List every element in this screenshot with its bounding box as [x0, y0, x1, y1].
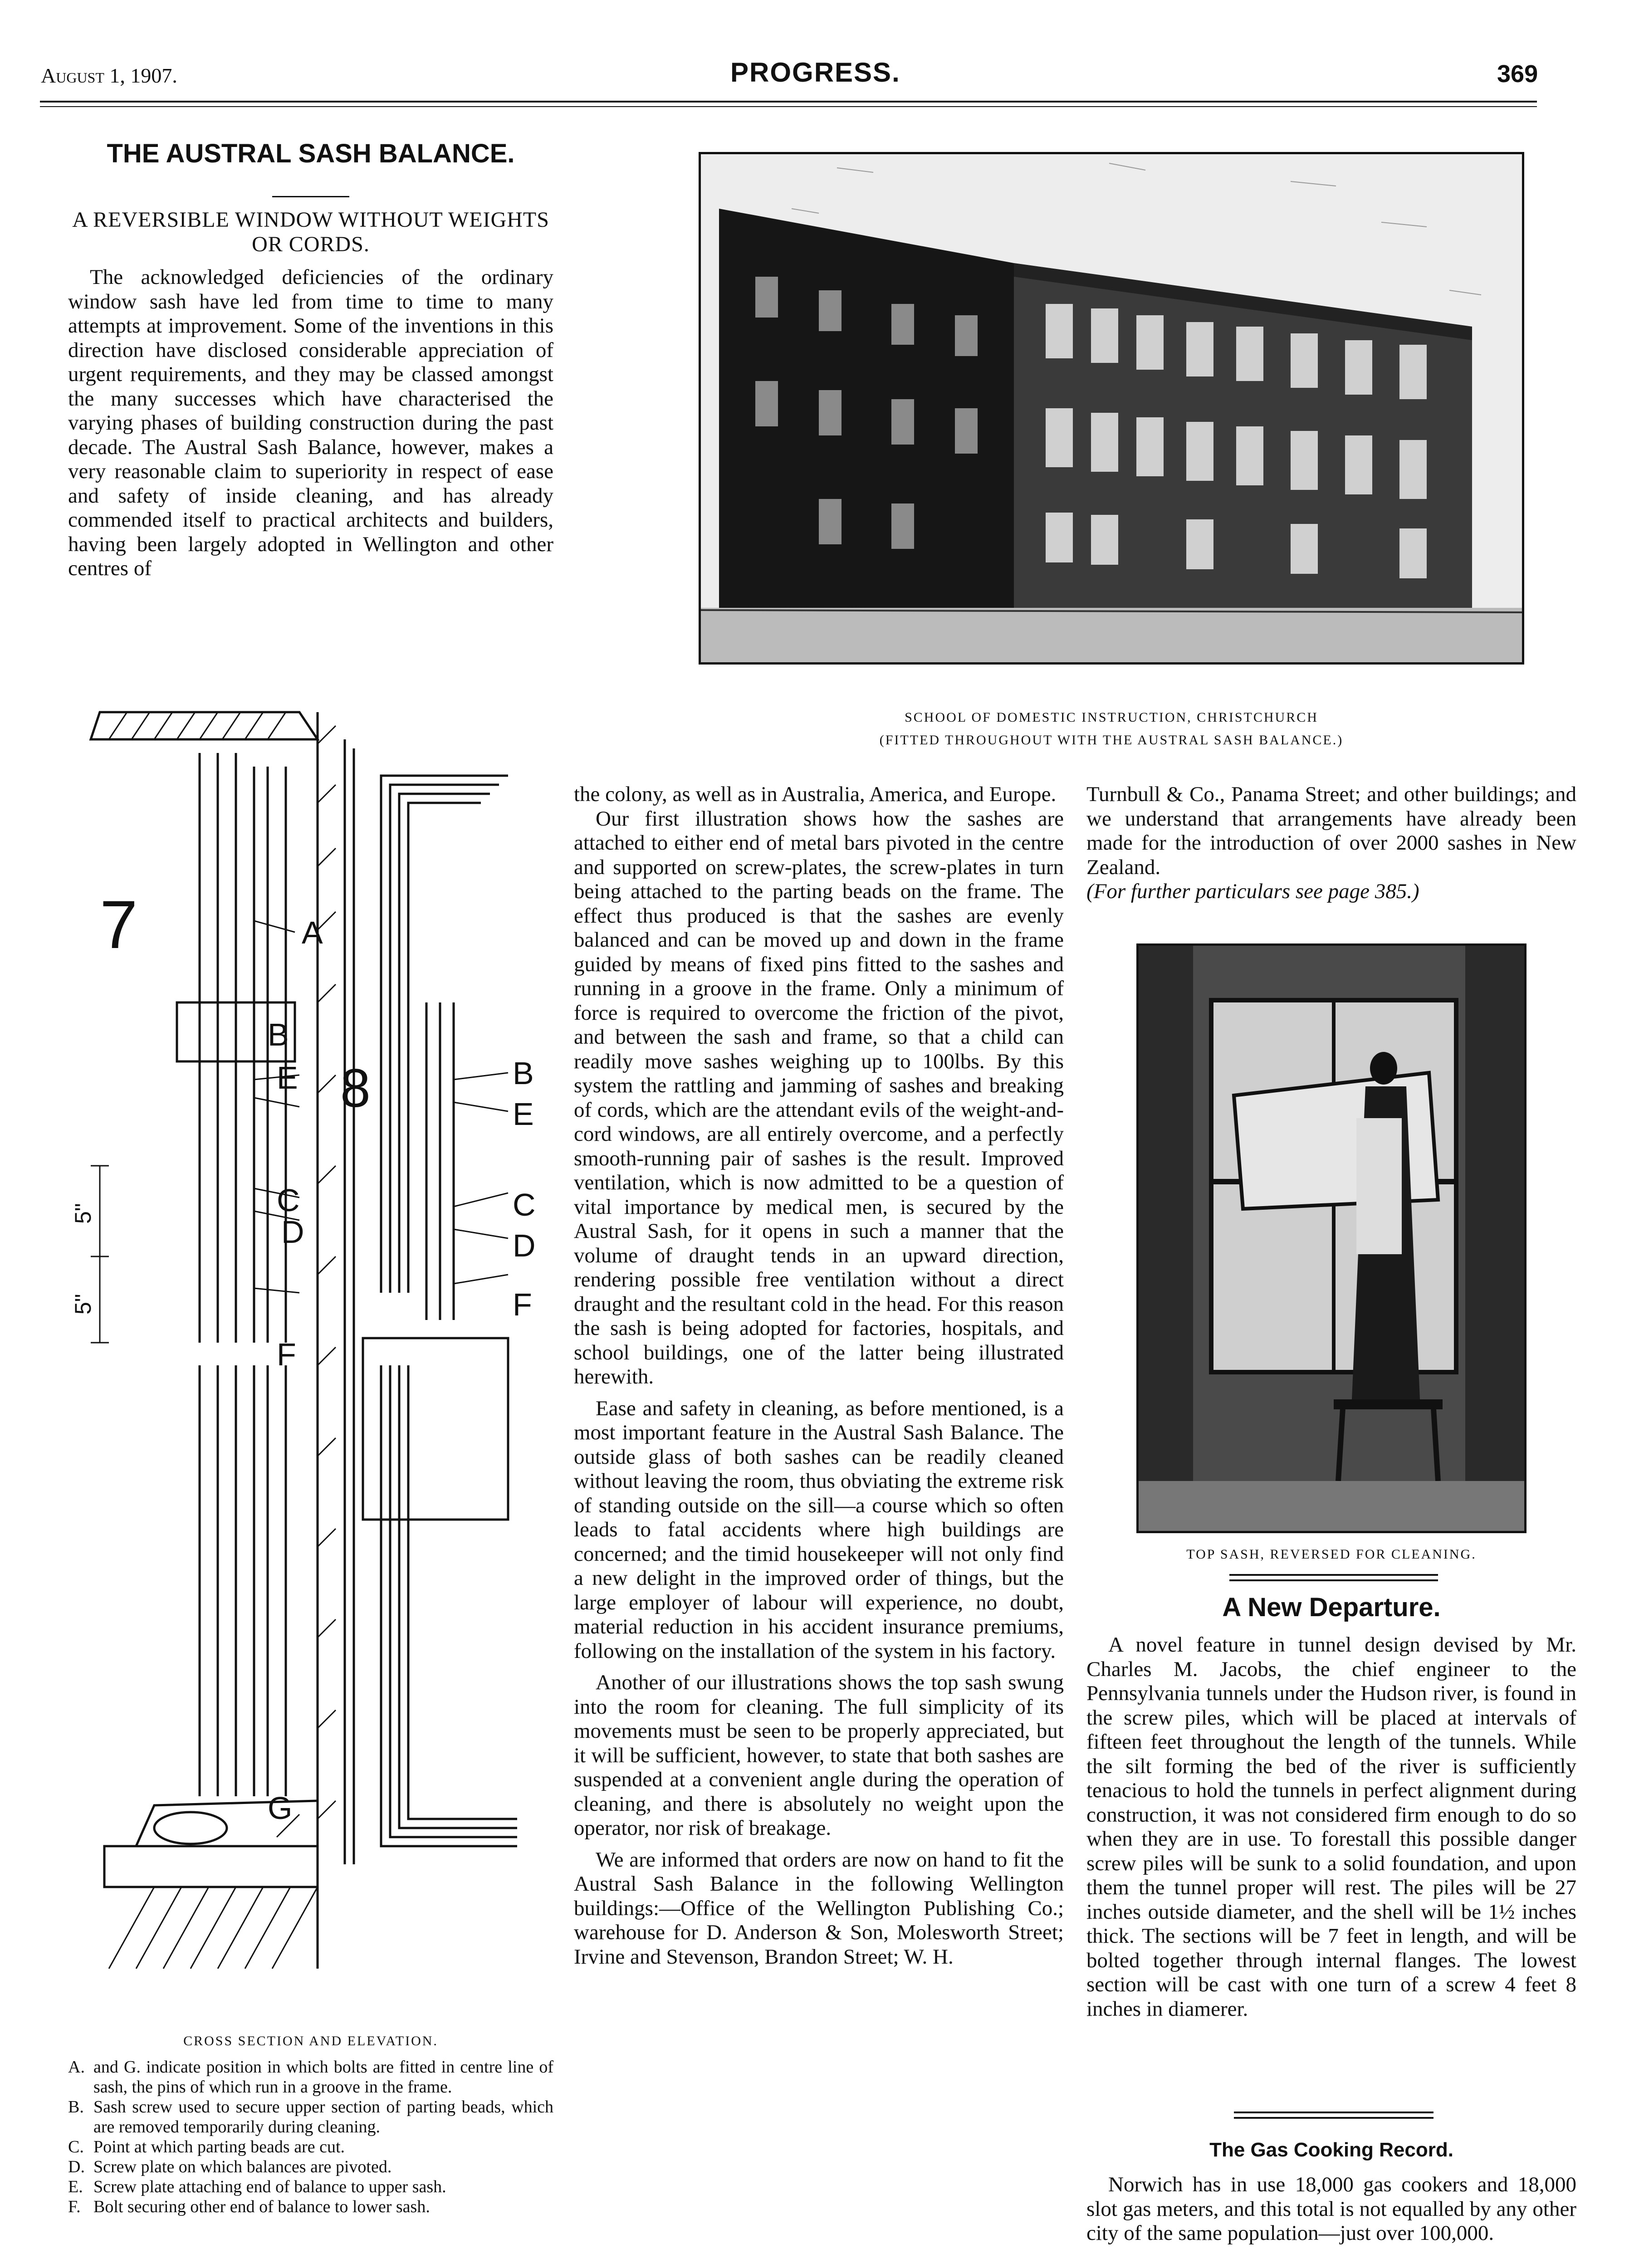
article-paragraph-5-continued: Turnbull & Co., Panama Street; and other buildings; and we understand that arrangements have already been made for the introduction of over 2000 sashes in New Zealand. — [1086, 782, 1576, 879]
article-paragraph-1-continued: the colony, as well as in Australia, America, and Europe. — [574, 782, 1057, 806]
window-cleaning-photo — [1136, 943, 1526, 1533]
gas-cooking-body: Norwich has in use 18,000 gas cookers and 18,000 slot gas meters, and this total is not equalled by any other city of the same population—just over 100,000. — [1086, 2173, 1576, 2245]
legend-item-a: A. and G. indicate position in which bolts are fitted in centre line of sash, the pins of which run in a groove in the frame. — [68, 2058, 553, 2097]
label-G: G — [268, 1790, 293, 1826]
article-paragraph-3: Ease and safety in cleaning, as before mentioned, is a most important feature in the Austral Sash Balance. The outside glass of both sashes can be readily cleaned without leaving the room, thus obviating the extreme risk of standing outside on the sill—a course which so often leads to fatal accidents where high buildings are concerned; and the timid housekeeper will not only find a new delight in the improved order of things, but the large employer of labour will experience, no doubt, material reduction in his accident insurance premiums, following on the installation of the system in his factory. — [574, 1396, 1064, 1663]
window-photo-caption: TOP SASH, REVERSED FOR CLEANING. — [1186, 1547, 1477, 1562]
legend-item-c: C. Point at which parting beads are cut. — [68, 2137, 345, 2156]
article-paragraph-2: Our first illustration shows how the sashes are attached to either end of metal bars pivoted in the centre and supported on screw-plates, the screw-plates in turn being attached to the parting beads on the frame. The effect thus produced is that the sashes are evenly balanced and can be moved up and down in the frame guided by means of fixed pins fitted to the sashes and running in a groove in the frame. Only a minimum of force is required to overcome the friction of the pivot, and between the sash and frame, so that a child can readily move sashes weighing up to 100lbs. By this system the rattling and jamming of sashes and breaking of cords, which are the attendant evils of the weight-and-cord windows, are all entirely overcome, and a perfectly smooth-running pair of sashes is the result. Improved ventilation, which is now admitted to be a question of vital importance by medical men, is secured by the Austral Sash, for it opens in such a manner that the volume of draught tends in an upward direction, rendering possible free ventilation without a direct draught and the resultant cold in the head. For this reason the sash is being adopted for factories, hospitals, and school buildings, one of the latter being illustrated herewith. — [574, 807, 1064, 1388]
sash-diagram — [64, 685, 567, 2023]
article-paragraph-1: The acknowledged deficiencies of the ordinary window sash have led from time to time to many attempts at improvement. Some of the inventions in this direction have disclosed considerable appreciation of urgent requirements, and they may be classed amongst the many successes which have characterised the varying phases of building construction during the past decade. The Austral Sash Balance, however, makes a very reasonable claim to superiority in respect of ease and safety of inside cleaning, and has already commended itself to practical architects and builders, having been largely adopted in Wellington and other centres of — [68, 265, 553, 580]
section-rule-1 — [1229, 1574, 1438, 1576]
header-rule-thin — [40, 106, 1537, 107]
label-B: B — [268, 1017, 289, 1052]
article-paragraph-4: Another of our illustrations shows the top sash swung into the room for cleaning. The full simplicity of its movements must be seen to be properly appreciated, but it will be sufficient, however, to state that both sashes are suspended at a convenient angle during the operation of cleaning, and there is absolutely no weight upon the operator, nor risk of breakage. — [574, 1671, 1064, 1840]
new-departure-body-column — [1086, 1633, 1576, 2021]
label-F-fig8: F — [513, 1287, 532, 1322]
window-cleaning-image — [1139, 946, 1524, 1531]
label-D: D — [281, 1214, 304, 1250]
label-C-fig8: C — [513, 1187, 536, 1222]
sash-cross-section-drawing — [64, 685, 567, 2023]
school-photo-caption-line1: SCHOOL OF DOMESTIC INSTRUCTION, CHRISTCHURCH — [905, 710, 1318, 725]
article-right-column-top — [1086, 782, 1576, 904]
legend-item-d: D. Screw plate on which balances are pivoted. — [68, 2157, 392, 2176]
diagram-caption: CROSS SECTION AND ELEVATION. — [183, 2033, 438, 2048]
label-B-fig8: B — [513, 1056, 534, 1091]
section-rule-2 — [1229, 1579, 1438, 1581]
further-particulars-note: (For further particulars see page 385.) — [1086, 880, 1419, 903]
title-rule — [272, 196, 349, 197]
diagram-legend — [68, 2057, 553, 2217]
header-page-number: 369 — [1497, 60, 1538, 88]
article-title: THE AUSTRAL SASH BALANCE. — [107, 139, 515, 168]
school-building-image — [701, 154, 1522, 662]
header-title: PROGRESS. — [730, 57, 900, 88]
header-rule — [40, 101, 1537, 103]
label-D-fig8: D — [513, 1228, 536, 1263]
legend-item-b: B. Sash screw used to secure upper section of parting beads, which are removed temporarily during cleaning. — [68, 2097, 553, 2136]
dimension-upper: 5" — [70, 1203, 96, 1224]
fig8-number: 8 — [340, 1058, 371, 1119]
school-building-photo — [699, 152, 1524, 665]
gas-cooking-body-column — [1086, 2173, 1576, 2246]
article-subtitle: A REVERSIBLE WINDOW WITHOUT WEIGHTS OR CORDS. — [72, 208, 549, 256]
new-departure-body: A novel feature in tunnel design devised by Mr. Charles M. Jacobs, the chief engineer to the Pennsylvania tunnels under the Hudson river, is found in the screw piles, which will be placed at intervals of fifteen feet throughout the length of the tunnels. While the silt forming the bed of the river is sufficiently tenacious to hold the tunnels in perfect alignment during construction, it was not considered firm enough to do so when they are in use. To forestall this possible danger screw piles will be sunk to a solid foundation, and upon them the tunnel proper will rest. The piles will be 27 inches outside diameter, and the shell will be 1½ inches thick. The sections will be 7 feet in length, and will be bolted together through internal flanges. The lowest section will be cast with one turn of a screw 4 feet 8 inches in diamerer. — [1086, 1633, 1576, 2021]
dimension-lower: 5" — [70, 1294, 96, 1315]
school-photo-caption-line2: (FITTED THROUGHOUT WITH THE AUSTRAL SASH BALANCE.) — [879, 733, 1344, 748]
article-middle-column — [574, 782, 1064, 1969]
section-rule-3 — [1234, 2112, 1434, 2113]
label-E: E — [277, 1060, 298, 1095]
gas-cooking-title: The Gas Cooking Record. — [1209, 2139, 1453, 2161]
section-rule-4 — [1234, 2117, 1434, 2119]
article-intro-column — [68, 265, 553, 581]
label-F: F — [277, 1337, 296, 1372]
label-C: C — [277, 1183, 300, 1218]
new-departure-title: A New Departure. — [1222, 1593, 1441, 1622]
fig7-number: 7 — [100, 886, 138, 963]
label-A: A — [302, 915, 323, 950]
article-paragraph-5: We are informed that orders are now on hand to fit the Austral Sash Balance in the following Wellington buildings:—Office of the Wellington Publishing Co.; warehouse for D. Anderson & Son, Molesworth Street; Irvine and Stevenson, Brandon Street; W. H. — [574, 1848, 1064, 1969]
label-E-fig8: E — [513, 1096, 534, 1132]
header-date: August 1, 1907. — [41, 64, 177, 87]
legend-item-e: E. Screw plate attaching end of balance to upper sash. — [68, 2177, 446, 2196]
legend-item-f: F. Bolt securing other end of balance to lower sash. — [68, 2197, 430, 2216]
